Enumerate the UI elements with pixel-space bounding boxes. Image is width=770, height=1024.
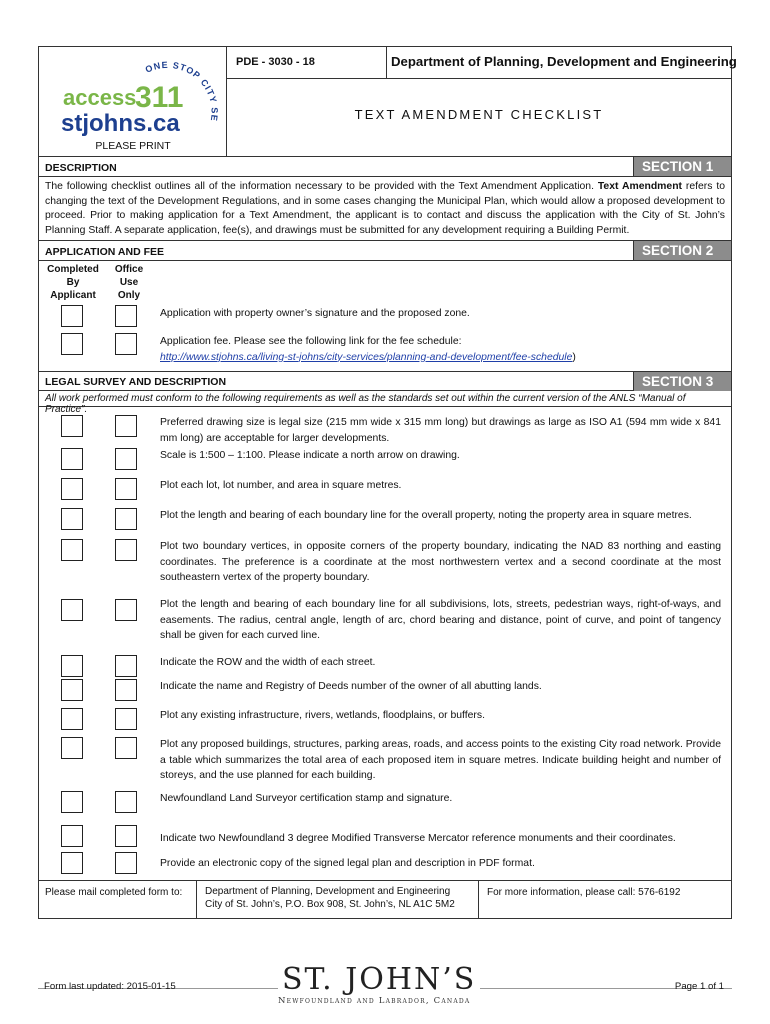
form-header xyxy=(39,47,737,157)
checklist-row xyxy=(39,508,731,539)
office-checkbox[interactable] xyxy=(115,305,137,327)
office-checkbox[interactable] xyxy=(115,539,137,561)
office-checkbox[interactable] xyxy=(115,708,137,730)
section-2-bar xyxy=(39,241,731,261)
checklist-row xyxy=(39,333,731,371)
checklist-row xyxy=(39,737,731,791)
applicant-checkbox[interactable] xyxy=(61,791,83,813)
section-3-label: LEGAL SURVEY AND DESCRIPTION xyxy=(45,376,227,389)
applicant-checkbox[interactable] xyxy=(61,415,83,437)
item-text xyxy=(160,333,721,365)
item-text: Newfoundland Land Surveyor certification stamp and signature. xyxy=(160,793,453,805)
item-text: Scale is 1:500 – 1:100. Please indicate a north arrow on drawing. xyxy=(160,450,460,462)
applicant-checkbox[interactable] xyxy=(61,305,83,327)
description-text xyxy=(39,177,731,241)
col1-line1: Completed xyxy=(47,264,99,276)
mail-address xyxy=(197,881,479,919)
checklist-row xyxy=(39,539,731,597)
item-text: Plot the length and bearing of each boundary line for the overall property, noting the property area in square metres. xyxy=(160,510,692,522)
address-line-2: City of St. John’s, P.O. Box 908, St. John’s, NL A1C 5M2 xyxy=(205,898,455,910)
checklist-row xyxy=(39,852,731,880)
fee-link-line xyxy=(160,350,721,365)
col2-line2: Use xyxy=(119,277,139,289)
please-print-label: PLEASE PRINT xyxy=(95,140,171,152)
applicant-checkbox[interactable] xyxy=(61,448,83,470)
col1-line3: Applicant xyxy=(50,290,96,302)
document-title: TEXT AMENDMENT CHECKLIST xyxy=(354,107,604,122)
form-code: PDE - 3030 - 18 xyxy=(227,47,387,79)
st-johns-logo: ST. JOHN’S xyxy=(278,962,480,997)
col1-line2: By xyxy=(66,277,80,289)
applicant-checkbox[interactable] xyxy=(61,478,83,500)
applicant-checkbox[interactable] xyxy=(61,539,83,561)
item-text: Plot any proposed buildings, structures, parking areas, roads, and access points to the existing City road network. Provide a table which summarizes the total area of each proposed item in square metres. Indicate building height and number of storeys, and the use planned for each building. xyxy=(160,739,721,782)
office-checkbox[interactable] xyxy=(115,852,137,874)
checklist-row xyxy=(39,825,731,852)
applicant-checkbox[interactable] xyxy=(61,655,83,677)
section-1-label: DESCRIPTION xyxy=(45,162,117,174)
col2-line1: Office xyxy=(114,264,144,276)
item-text: Preferred drawing size is legal size (215 mm wide x 315 mm long) but drawings as large as ISO A1 (594 mm wide x 841 mm long) are acceptable for larger developments. xyxy=(160,417,721,444)
office-use-only-header xyxy=(105,263,153,302)
section-3-tag: SECTION 3 xyxy=(633,372,731,391)
col2-line3: Only xyxy=(117,290,141,302)
section-3-bar xyxy=(39,371,731,391)
office-checkbox[interactable] xyxy=(115,737,137,759)
phone-info: For more information, please call: 576-6192 xyxy=(487,887,681,899)
applicant-checkbox[interactable] xyxy=(61,708,83,730)
access311-logo xyxy=(39,47,227,157)
applicant-checkbox[interactable] xyxy=(61,508,83,530)
applicant-checkbox[interactable] xyxy=(61,679,83,701)
anls-note: All work performed must conform to the following requirements as well as the standards set out within the current version of the ANLS “Manual of Practice”. xyxy=(39,391,731,407)
checklist-row xyxy=(39,448,731,478)
office-checkbox[interactable] xyxy=(115,508,137,530)
checklist-row xyxy=(39,478,731,508)
logo-311-text: 311 xyxy=(135,81,184,114)
applicant-checkbox[interactable] xyxy=(61,599,83,621)
fee-link-close: ) xyxy=(572,351,576,363)
section-1-tag: SECTION 1 xyxy=(633,157,731,176)
fee-schedule-link[interactable]: http://www.stjohns.ca/living-st-johns/city-services/planning-and-development/fee-schedule xyxy=(160,351,573,363)
section-2-tag: SECTION 2 xyxy=(633,241,731,260)
checklist-row xyxy=(39,708,731,737)
spacer xyxy=(39,407,731,415)
office-checkbox[interactable] xyxy=(115,679,137,701)
st-johns-logo-subtitle: Newfoundland and Labrador, Canada xyxy=(278,996,471,1006)
item-text: Plot any existing infrastructure, rivers, wetlands, floodplains, or buffers. xyxy=(160,710,485,722)
applicant-checkbox[interactable] xyxy=(61,825,83,847)
department-name: Department of Planning, Development and Engineering xyxy=(387,47,731,79)
item-text: Plot two boundary vertices, in opposite corners of the property boundary, indicating the NAD 83 northing and easting coordinates. The preference is a coordinate at the most northwestern vertex and a second coordinate at the most southeastern vertex of the property boundary. xyxy=(160,541,721,584)
description-part-2: refers to changing the text of the Development Regulations, and in some cases changing the Municipal Plan, which would allow a proposed development to proceed. Prior to making application for a Text Amendment, the applicant is to contact and discuss the application with the City of St. John’s Planning Staff. A separate application, fee(s), and drawings must be submitted for any development requiring a Building Permit. xyxy=(45,181,726,236)
description-part-1: The following checklist outlines all of the information necessary to be provided with the Text Amendment Application. xyxy=(45,181,598,192)
checklist-row xyxy=(39,791,731,825)
logo-stjohns-text: stjohns.ca xyxy=(61,110,180,137)
logo-access-text: access xyxy=(63,85,137,110)
checklist-form xyxy=(38,46,737,919)
fee-item-text: Application fee. Please see the following link for the fee schedule: xyxy=(160,336,462,348)
office-checkbox[interactable] xyxy=(115,655,137,677)
checklist-row xyxy=(39,415,731,448)
page-number: Page 1 of 1 xyxy=(674,981,724,992)
address-line-1: Department of Planning, Development and Engineering xyxy=(205,886,451,898)
item-text: Application with property owner’s signature and the proposed zone. xyxy=(160,308,470,320)
checklist-row xyxy=(39,597,731,655)
item-text: Indicate two Newfoundland 3 degree Modified Transverse Mercator reference monuments and their coordinates. xyxy=(160,833,676,845)
checklist-row xyxy=(39,679,731,708)
description-bold: Text Amendment xyxy=(597,181,682,192)
office-checkbox[interactable] xyxy=(115,448,137,470)
section-2-label: APPLICATION AND FEE xyxy=(45,246,165,259)
office-checkbox[interactable] xyxy=(115,415,137,437)
item-text: Indicate the ROW and the width of each street. xyxy=(160,657,376,669)
access311-logo-graphic xyxy=(39,47,227,139)
office-checkbox[interactable] xyxy=(115,825,137,847)
page-footer xyxy=(0,962,770,1024)
office-checkbox[interactable] xyxy=(115,599,137,621)
office-checkbox[interactable] xyxy=(115,478,137,500)
checklist-row xyxy=(39,305,731,333)
item-text: Plot the length and bearing of each boundary line for all subdivisions, lots, streets, pedestrian ways, right-of-ways, and easements. The radius, central angle, length of arc, chord bearing and distance, point of curve, and point of tangency shall be given for each curved line. xyxy=(160,599,721,642)
mail-footer xyxy=(39,880,731,918)
checklist-row xyxy=(39,655,731,679)
office-checkbox[interactable] xyxy=(115,333,137,355)
applicant-checkbox[interactable] xyxy=(61,333,83,355)
column-headers xyxy=(39,261,731,305)
last-updated: Form last updated: 2015-01-15 xyxy=(44,981,176,992)
applicant-checkbox[interactable] xyxy=(61,737,83,759)
logo-arc-text: ONE STOP CITY SE xyxy=(143,59,220,123)
office-checkbox[interactable] xyxy=(115,791,137,813)
completed-by-applicant-header xyxy=(41,263,105,302)
mail-label: Please mail completed form to: xyxy=(39,881,197,919)
applicant-checkbox[interactable] xyxy=(61,852,83,874)
section-1-bar xyxy=(39,157,731,177)
item-text: Indicate the name and Registry of Deeds number of the owner of all abutting lands. xyxy=(160,681,542,693)
item-text: Provide an electronic copy of the signed legal plan and description in PDF format. xyxy=(160,858,535,870)
item-text: Plot each lot, lot number, and area in square metres. xyxy=(160,480,402,492)
